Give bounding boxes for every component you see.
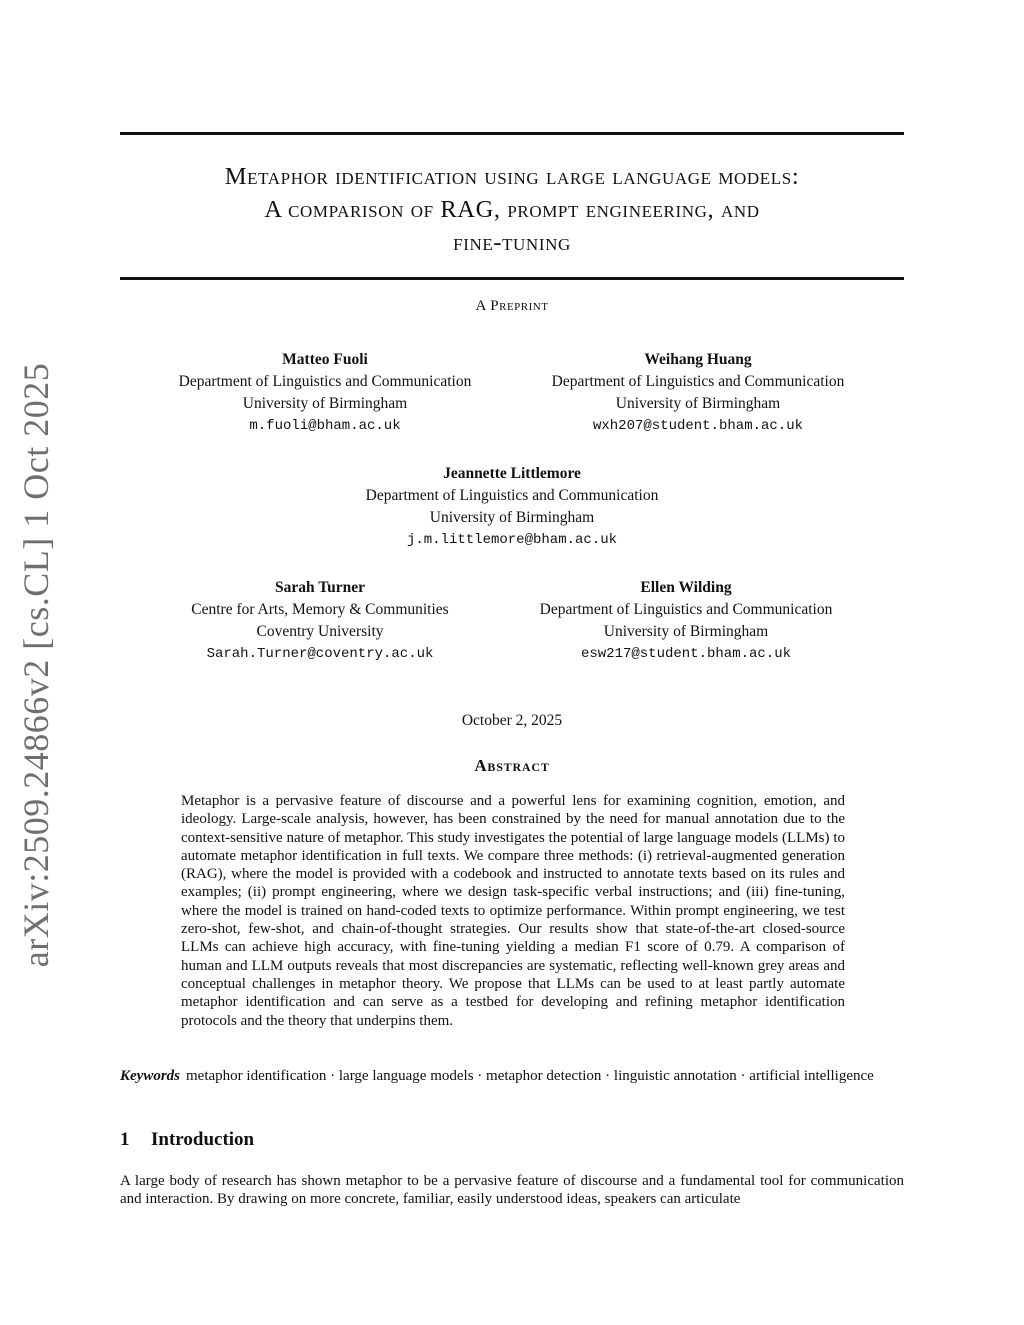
author-block <box>150 349 500 437</box>
author-university: University of Birmingham <box>429 509 595 526</box>
author-name: Jeannette Littlemore <box>443 465 581 482</box>
author-name: Matteo Fuoli <box>282 351 368 368</box>
author-block <box>160 577 480 665</box>
arxiv-identifier: arXiv:2509.24866v2 [cs.CL] 1 Oct 2025 <box>16 362 57 968</box>
author-block <box>522 349 874 437</box>
title-rule-top <box>120 132 904 135</box>
author-affiliation: Department of Linguistics and Communication <box>551 373 845 390</box>
keywords-list: metaphor identification · large language models · metaphor detection · linguistic annotation · artificial intelligence <box>186 1068 874 1084</box>
author-block <box>510 577 862 665</box>
paper-title <box>120 160 904 259</box>
section-title: Introduction <box>151 1129 255 1150</box>
author-email[interactable]: wxh207@student.bham.ac.uk <box>592 418 804 434</box>
author-email[interactable]: j.m.littlemore@bham.ac.uk <box>406 532 618 548</box>
keywords-line <box>120 1067 904 1085</box>
author-affiliation: Centre for Arts, Memory & Communities <box>191 601 449 618</box>
author-university: University of Birmingham <box>615 395 781 412</box>
author-affiliation: Department of Linguistics and Communication <box>365 487 659 504</box>
arxiv-side-stamp <box>6 362 66 968</box>
title-rule-bottom <box>120 277 904 280</box>
author-university: University of Birmingham <box>603 623 769 640</box>
publication-date: October 2, 2025 <box>461 712 563 729</box>
author-name: Sarah Turner <box>274 579 365 596</box>
author-name: Ellen Wilding <box>640 579 732 596</box>
abstract-text: Metaphor is a pervasive feature of discourse and a powerful lens for examining cognition, emotion, and ideology. Large-scale analysis, however, has been constrained by the need for manual annotation due to the context-sensitive nature of metaphor. This study investigates the potential of large language models (LLMs) to automate metaphor identification in full texts. We compare three methods: (i) retrieval-augmented generation (RAG), where the model is provided with a codebook and instructed to annotate texts based on its rules and examples; (ii) prompt engineering, where we design task-specific verbal instructions; and (iii) fine-tuning, where the model is trained on hand-coded texts to optimize performance. Within prompt engineering, we test zero-shot, few-shot, and chain-of-thought strategies. Our results show that state-of-the-art closed-source LLMs can achieve high accuracy, with fine-tuning yielding a median F1 score of 0.79. A comparison of human and LLM outputs reveals that most discrepancies are systematic, reflecting well-known grey areas and conceptual challenges in metaphor theory. We propose that LLMs can be used to at least partly automate metaphor identification and can serve as a testbed for developing and refining metaphor identification protocols and the theory that underpins them. <box>181 793 845 1029</box>
intro-paragraph: A large body of research has shown metaphor to be a pervasive feature of discourse and a fundamental tool for communication and interaction. By drawing on more concrete, familiar, easily understood ideas, speakers can articulate <box>120 1173 904 1208</box>
author-affiliation: Department of Linguistics and Communication <box>539 601 833 618</box>
preprint-label: A Preprint <box>475 298 549 314</box>
keywords-label: Keywords <box>120 1068 180 1084</box>
title-line-1: Metaphor identification using large language models: <box>224 163 800 190</box>
title-line-3: fine-tuning <box>453 229 571 256</box>
author-university: Coventry University <box>256 623 384 640</box>
author-university: University of Birmingham <box>242 395 408 412</box>
author-affiliation: Department of Linguistics and Communication <box>178 373 472 390</box>
author-block <box>312 463 712 551</box>
abstract-heading: Abstract <box>474 756 550 775</box>
section-number: 1 <box>120 1129 130 1150</box>
author-email[interactable]: Sarah.Turner@coventry.ac.uk <box>206 646 434 662</box>
title-line-2: A comparison of RAG, prompt engineering, and <box>264 196 760 223</box>
author-email[interactable]: esw217@student.bham.ac.uk <box>580 646 792 662</box>
author-name: Weihang Huang <box>644 351 752 368</box>
author-email[interactable]: m.fuoli@bham.ac.uk <box>249 418 401 434</box>
section-heading <box>120 1129 904 1151</box>
